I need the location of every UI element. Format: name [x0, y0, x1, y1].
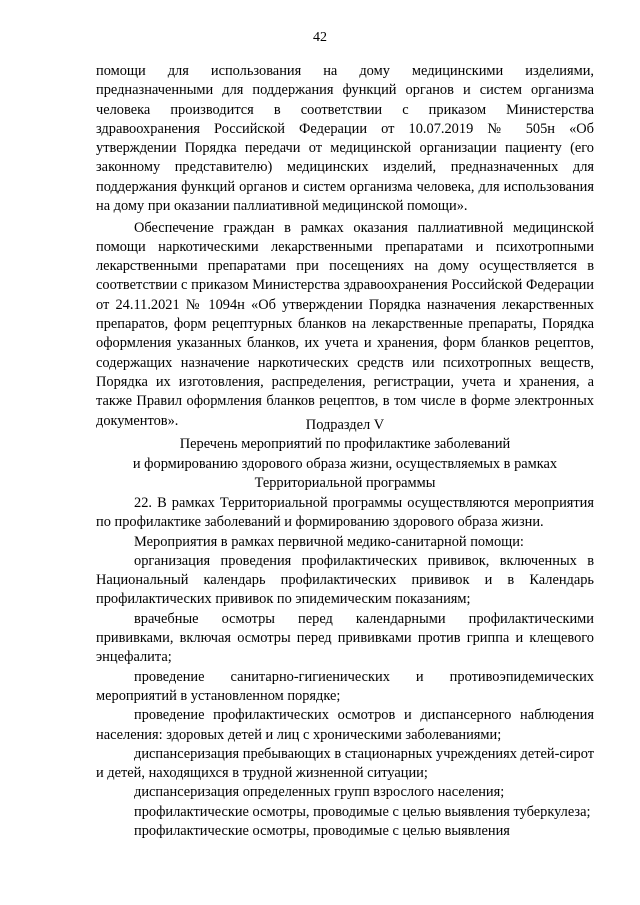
list-item-doctor-examinations: врачебные осмотры перед календарными профилактическими прививками, включая осмотры перед прививками против гриппа и клещевого энцефалита;: [96, 610, 594, 666]
list-item-adult-dispensarization: диспансеризация определенных групп взрослого населения;: [134, 784, 505, 801]
list-item-sanitary-measures: проведение санитарно-гигиенических и противоэпидемических мероприятий в установленном порядке;: [96, 668, 594, 704]
paragraph-narcotic-drugs: Обеспечение граждан в рамках оказания паллиативной медицинской помощи наркотическими лекарственными препаратами и психотропными лекарственными препаратами при посещениях на дому осуществляется в соответствии с приказом Министерства здравоохранения Российской Федерации от 24.11.2021 № 1094н «Об утверждении Порядка назначения лекарственных препаратов, форм рецептурных бланков на лекарственные препараты, Порядка оформления указанных бланков, их учета и хранения, форм бланков рецептов, содержащих назначение наркотических средств или психотропных веществ, Порядка их изготовления, распределения, регистрации, учета и хранения, а также Правил оформления бланков рецептов, в том числе в форме электронных документов».: [96, 219, 594, 429]
list-item-screening-continued: профилактические осмотры, проводимые с целью выявления: [134, 823, 510, 840]
list-item-orphan-dispensarization: диспансеризация пребывающих в стационарных учреждениях детей-сирот и детей, находящихся в трудной жизненной ситуации;: [96, 745, 594, 782]
paragraph-item-22: 22. В рамках Территориальной программы осуществляются мероприятия по профилактике заболеваний и формированию здорового образа жизни.: [96, 495, 594, 531]
subsection-heading: [96, 416, 594, 493]
list-item-preventive-examinations: проведение профилактических осмотров и диспансерного наблюдения населения: здоровых детей и лиц с хроническими заболеваниями;: [96, 707, 594, 743]
paragraph-medical-devices: помощи для использования на дому медицинскими изделиями, предназначенными для поддержания функций органов и систем организма человека производится в соответствии с приказом Министерства здравоохранения Российской Федерации от 10.07.2019 № 505н «Об утверждении Порядка передачи от медицинской организации пациенту (его законному представителю) медицинских изделий, предназначенных для поддержания функций органов и систем организма человека, для использования на дому при оказании паллиативной медицинской помощи».: [96, 63, 594, 215]
list-item-vaccination: организация проведения профилактических прививок, включенных в Национальный календарь профилактических прививок и в Календарь профилактических прививок по эпидемическим показаниям;: [96, 552, 594, 608]
paragraph-primary-care-intro: Мероприятия в рамках первичной медико-санитарной помощи:: [134, 533, 524, 550]
page-number: 42: [313, 30, 327, 45]
top-text-block: [96, 62, 594, 431]
subsection-heading-line-1: Перечень мероприятий по профилактике заболеваний: [179, 436, 511, 453]
subsection-heading-line-2: и формированию здорового образа жизни, осуществляемых в рамках: [132, 455, 558, 472]
bottom-text-block: [96, 494, 594, 841]
subsection-heading-line-3: Территориальной программы: [254, 474, 436, 491]
subsection-title: Подраздел V: [305, 417, 385, 433]
list-item-tuberculosis-screening: профилактические осмотры, проводимые с целью выявления туберкулеза;: [134, 803, 591, 820]
